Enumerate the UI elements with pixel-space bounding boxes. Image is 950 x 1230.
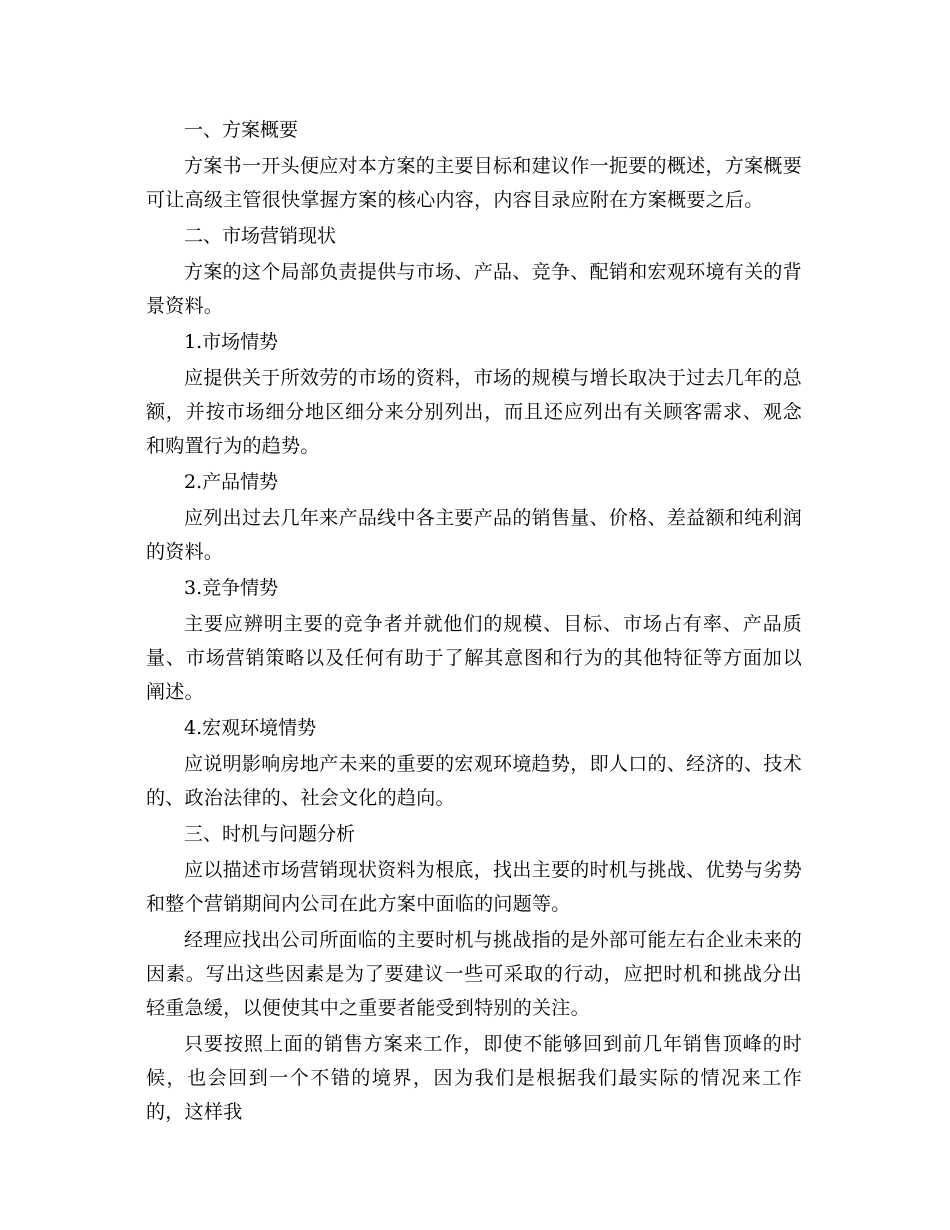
paragraph-sales-plan: 只要按照上面的销售方案来工作，即使不能够回到前几年销售顶峰的时候，也会回到一个不错的境界，因为我们是根据我们最实际的情况来工作的，这样我	[146, 1033, 802, 1123]
paragraph-macro-environment: 应说明影响房地产未来的重要的宏观环境趋势，即人口的、经济的、技术的、政治法律的、社会文化的趋向。	[146, 753, 802, 809]
paragraph-market-status: 方案的这个局部负责提供与市场、产品、竞争、配销和宏观环境有关的背景资料。	[146, 261, 802, 317]
paragraph-market-situation: 应提供关于所效劳的市场的资料，市场的规模与增长取决于过去几年的总额，并按市场细分地区细分来分别列出，而且还应列出有关顾客需求、观念和购置行为的趋势。	[146, 367, 802, 457]
subheading-market-situation: 1.市场情势	[184, 331, 279, 353]
subheading-competition-situation: 3.竞争情势	[184, 577, 279, 599]
subheading-macro-environment: 4.宏观环境情势	[184, 717, 317, 739]
section-heading-market-status: 二、市场营销现状	[184, 225, 337, 247]
section-heading-opportunity-analysis: 三、时机与问题分析	[184, 823, 356, 845]
paragraph-manager-factors: 经理应找出公司所面临的主要时机与挑战指的是外部可能左右企业未来的因素。写出这些因素是为了要建议一些可采取的行动，应把时机和挑战分出轻重急缓，以便使其中之重要者能受到特别的关注。	[146, 929, 802, 1019]
subheading-product-situation: 2.产品情势	[184, 471, 279, 493]
paragraph-opportunity-analysis: 应以描述市场营销现状资料为根底，找出主要的时机与挑战、优势与劣势和整个营销期间内公司在此方案中面临的问题等。	[146, 859, 802, 915]
paragraph-competition-situation: 主要应辨明主要的竞争者并就他们的规模、目标、市场占有率、产品质量、市场营销策略以及任何有助于了解其意图和行为的其他特征等方面加以阐述。	[146, 613, 802, 703]
document-body	[146, 113, 802, 1131]
paragraph-summary: 方案书一开头便应对本方案的主要目标和建议作一扼要的概述，方案概要可让高级主管很快掌握方案的核心内容，内容目录应附在方案概要之后。	[146, 155, 802, 211]
section-heading-summary: 一、方案概要	[184, 119, 299, 141]
paragraph-product-situation: 应列出过去几年来产品线中各主要产品的销售量、价格、差益额和纯利润的资料。	[146, 507, 802, 563]
